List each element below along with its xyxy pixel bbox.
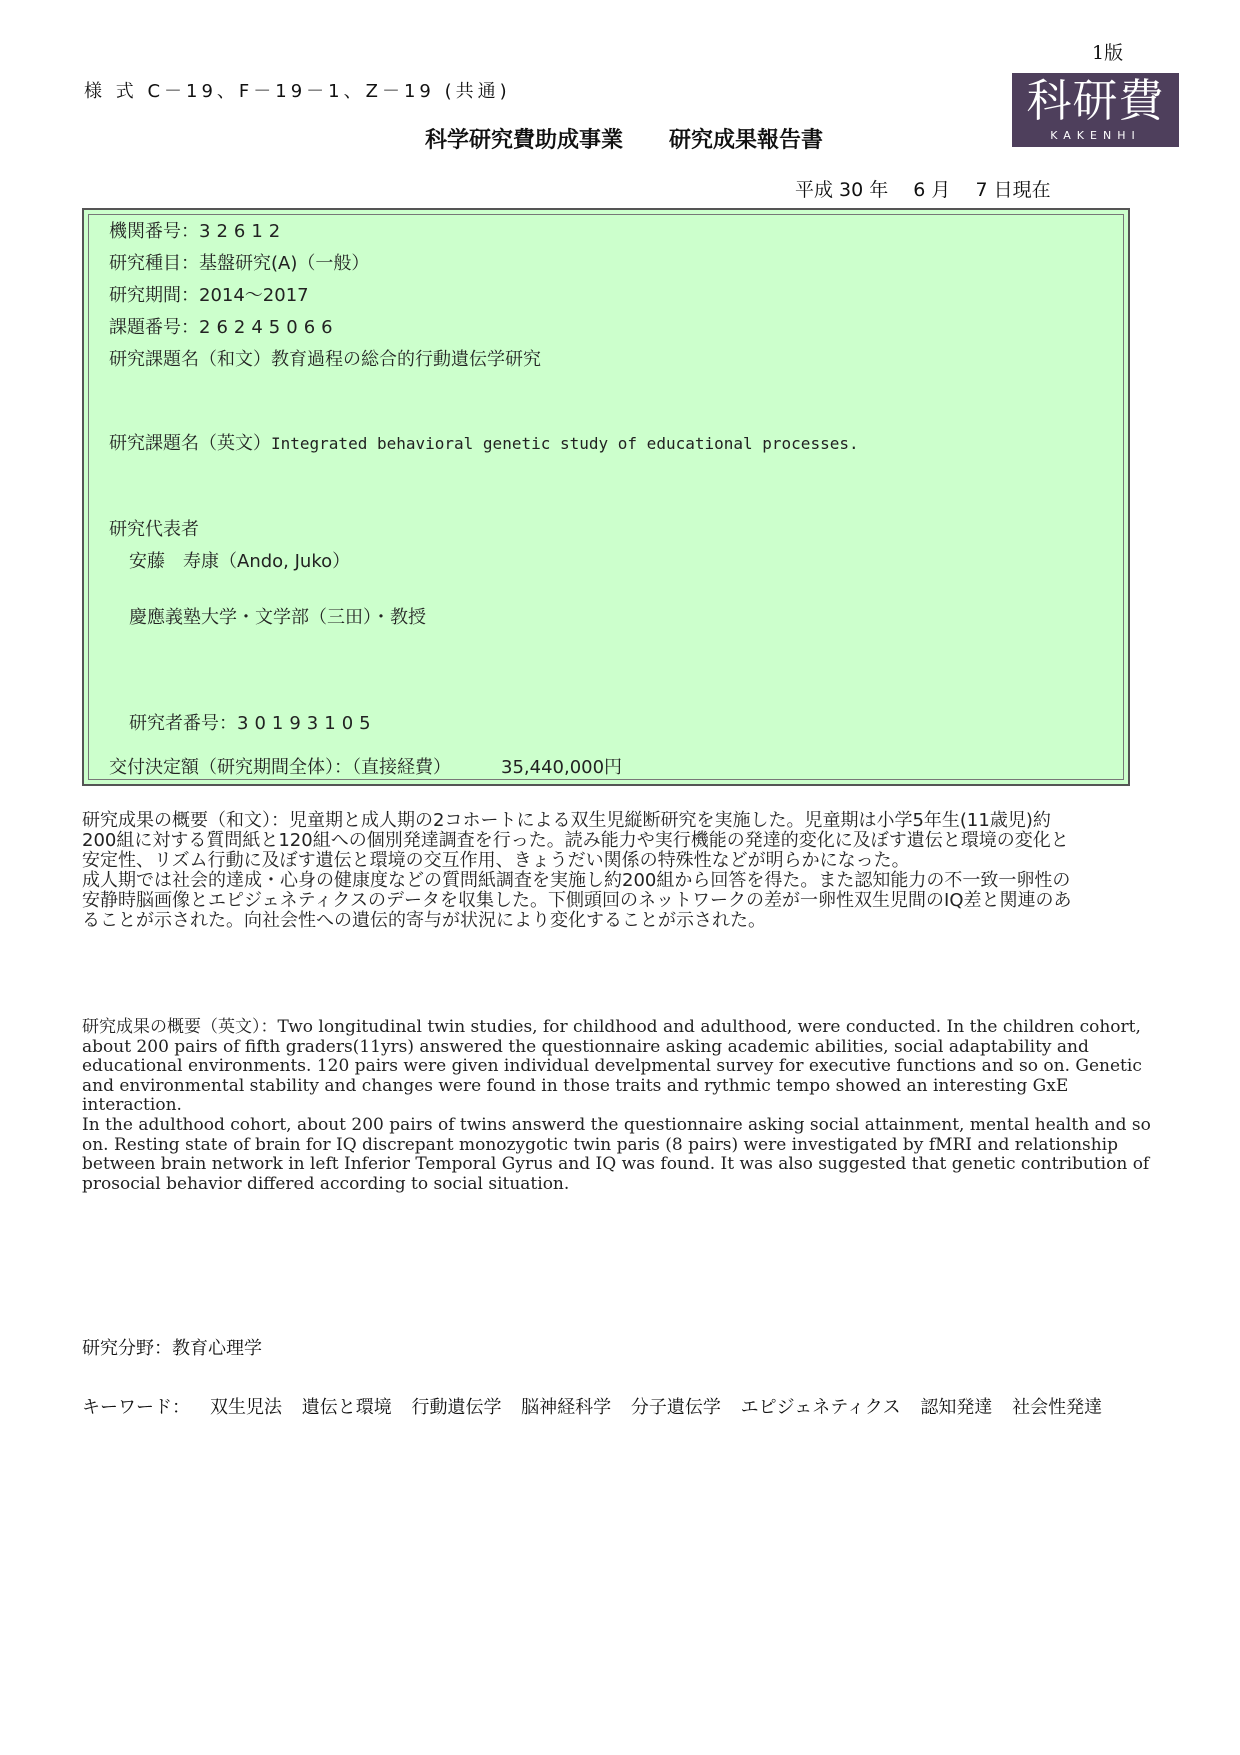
institution-value: 32612 [199, 221, 287, 242]
title-en-label: 研究課題名（英文） [109, 433, 271, 454]
project-number-row [109, 313, 339, 339]
researcher-number-label: 研究者番号： [129, 713, 237, 734]
period-label: 研究期間： [109, 285, 199, 306]
keywords-value: 双生児法 遺伝と環境 行動遺伝学 脳神経科学 分子遺伝学 エピジェネティクス 認知発達 社会性発達 [210, 1397, 1103, 1418]
researcher-number-row [129, 709, 377, 735]
project-info-inner [88, 214, 1124, 780]
kakenhi-logo [1012, 73, 1179, 147]
version-label: 1版 [1092, 42, 1124, 64]
summary-en-text1: Two longitudinal twin studies, for childhood and adulthood, were conducted. In the children cohort, about 200 pairs of fifth graders(11yrs) answered the questionnaire asking academic abilities, social adaptability and educational environments. 120 pairs were given individual develpmental survey for executive functions and so on. Genetic and environmental stability and changes were found in those traits and rythmic tempo showed an interesting GxE interaction. [82, 1017, 1142, 1116]
summary-ja-label: 研究成果の概要（和文）： [82, 810, 289, 831]
institution-label: 機関番号： [109, 221, 199, 242]
institution-row [109, 217, 286, 243]
pi-label: 研究代表者 [109, 519, 199, 540]
form-code: 様 式 C－19、F－19－1、Z－19 (共通) [84, 81, 511, 102]
document-title [425, 123, 823, 154]
summary-ja [82, 811, 1082, 931]
grant-label: 交付決定額（研究期間全体）：（直接経費） [109, 757, 451, 778]
category-label: 研究種目： [109, 253, 199, 274]
keywords-row [82, 1397, 1103, 1419]
period-value: 2014～2017 [199, 285, 309, 306]
researcher-number-value: 30193105 [237, 713, 377, 734]
logo-subtitle: KAKENHI [1050, 129, 1141, 142]
summary-ja-para1 [82, 811, 1082, 871]
title-ja-row [109, 345, 541, 371]
summary-en-para2: In the adulthood cohort, about 200 pairs of twins answerd the questionnaire asking social attainment, mental health and so on. Resting state of brain for IQ discrepant monozygotic twin paris (8 pairs) were investigated by fMRI and relationship between brain network in left Inferior Temporal Gyrus and IQ was found. It was also suggested that genetic contribution of prosocial behavior differed according to social situation. [82, 1114, 1151, 1194]
project-info-box [82, 208, 1130, 786]
logo-title: 科研費 [1026, 74, 1165, 127]
title-ja-label: 研究課題名（和文） [109, 349, 271, 370]
period-row [109, 281, 309, 307]
keywords-label: キーワード： [82, 1397, 190, 1418]
document-title-right: 研究成果報告書 [669, 128, 824, 153]
document-title-left: 科学研究費助成事業 [425, 128, 624, 153]
title-en-row [109, 429, 859, 455]
pi-name: 安藤 寿康（Ando, Juko） [129, 551, 351, 572]
category-row [109, 249, 369, 275]
report-date: 平成 30 年 6 月 7 日現在 [795, 179, 1051, 201]
summary-en [82, 1018, 1152, 1194]
summary-ja-text1: 児童期と成人期の2コホートによる双生児縦断研究を実施した。児童期は小学5年生(11歳児)約200組に対する質問紙と120組への個別発達調査を行った。読み能力や実行機能の発達的変化に及ぼす遺伝と環境の変化と安定性、リズム行動に及ぼす遺伝と環境の交互作用、きょうだい関係の特殊性などが明らかになった。 [82, 810, 1069, 871]
grant-value: 35,440,000円 [501, 757, 623, 778]
research-field-label: 研究分野： [82, 1338, 172, 1359]
research-field-value: 教育心理学 [172, 1338, 262, 1359]
project-number-label: 課題番号： [109, 317, 199, 338]
title-en-value: Integrated behavioral genetic study of educational processes. [271, 434, 859, 453]
research-field-row [82, 1334, 262, 1360]
title-ja-value: 教育過程の総合的行動遺伝学研究 [271, 349, 541, 370]
pi-affiliation: 慶應義塾大学・文学部（三田）・教授 [129, 607, 426, 628]
summary-ja-para2: 成人期では社会的達成・心身の健康度などの質問紙調査を実施し約200組から回答を得た。また認知能力の不一致一卵性の安静時脳画像とエピジェネティクスのデータを収集した。下側頭回のネットワークの差が一卵性双生児間のIQ差と関連のあることが示された。向社会性への遺伝的寄与が状況により変化することが示された。 [82, 870, 1072, 931]
grant-row [109, 753, 622, 779]
summary-en-para1 [82, 1018, 1152, 1116]
summary-en-label: 研究成果の概要（英文）： [82, 1017, 278, 1037]
project-number-value: 26245066 [199, 317, 339, 338]
category-value: 基盤研究(A)（一般） [199, 253, 370, 274]
